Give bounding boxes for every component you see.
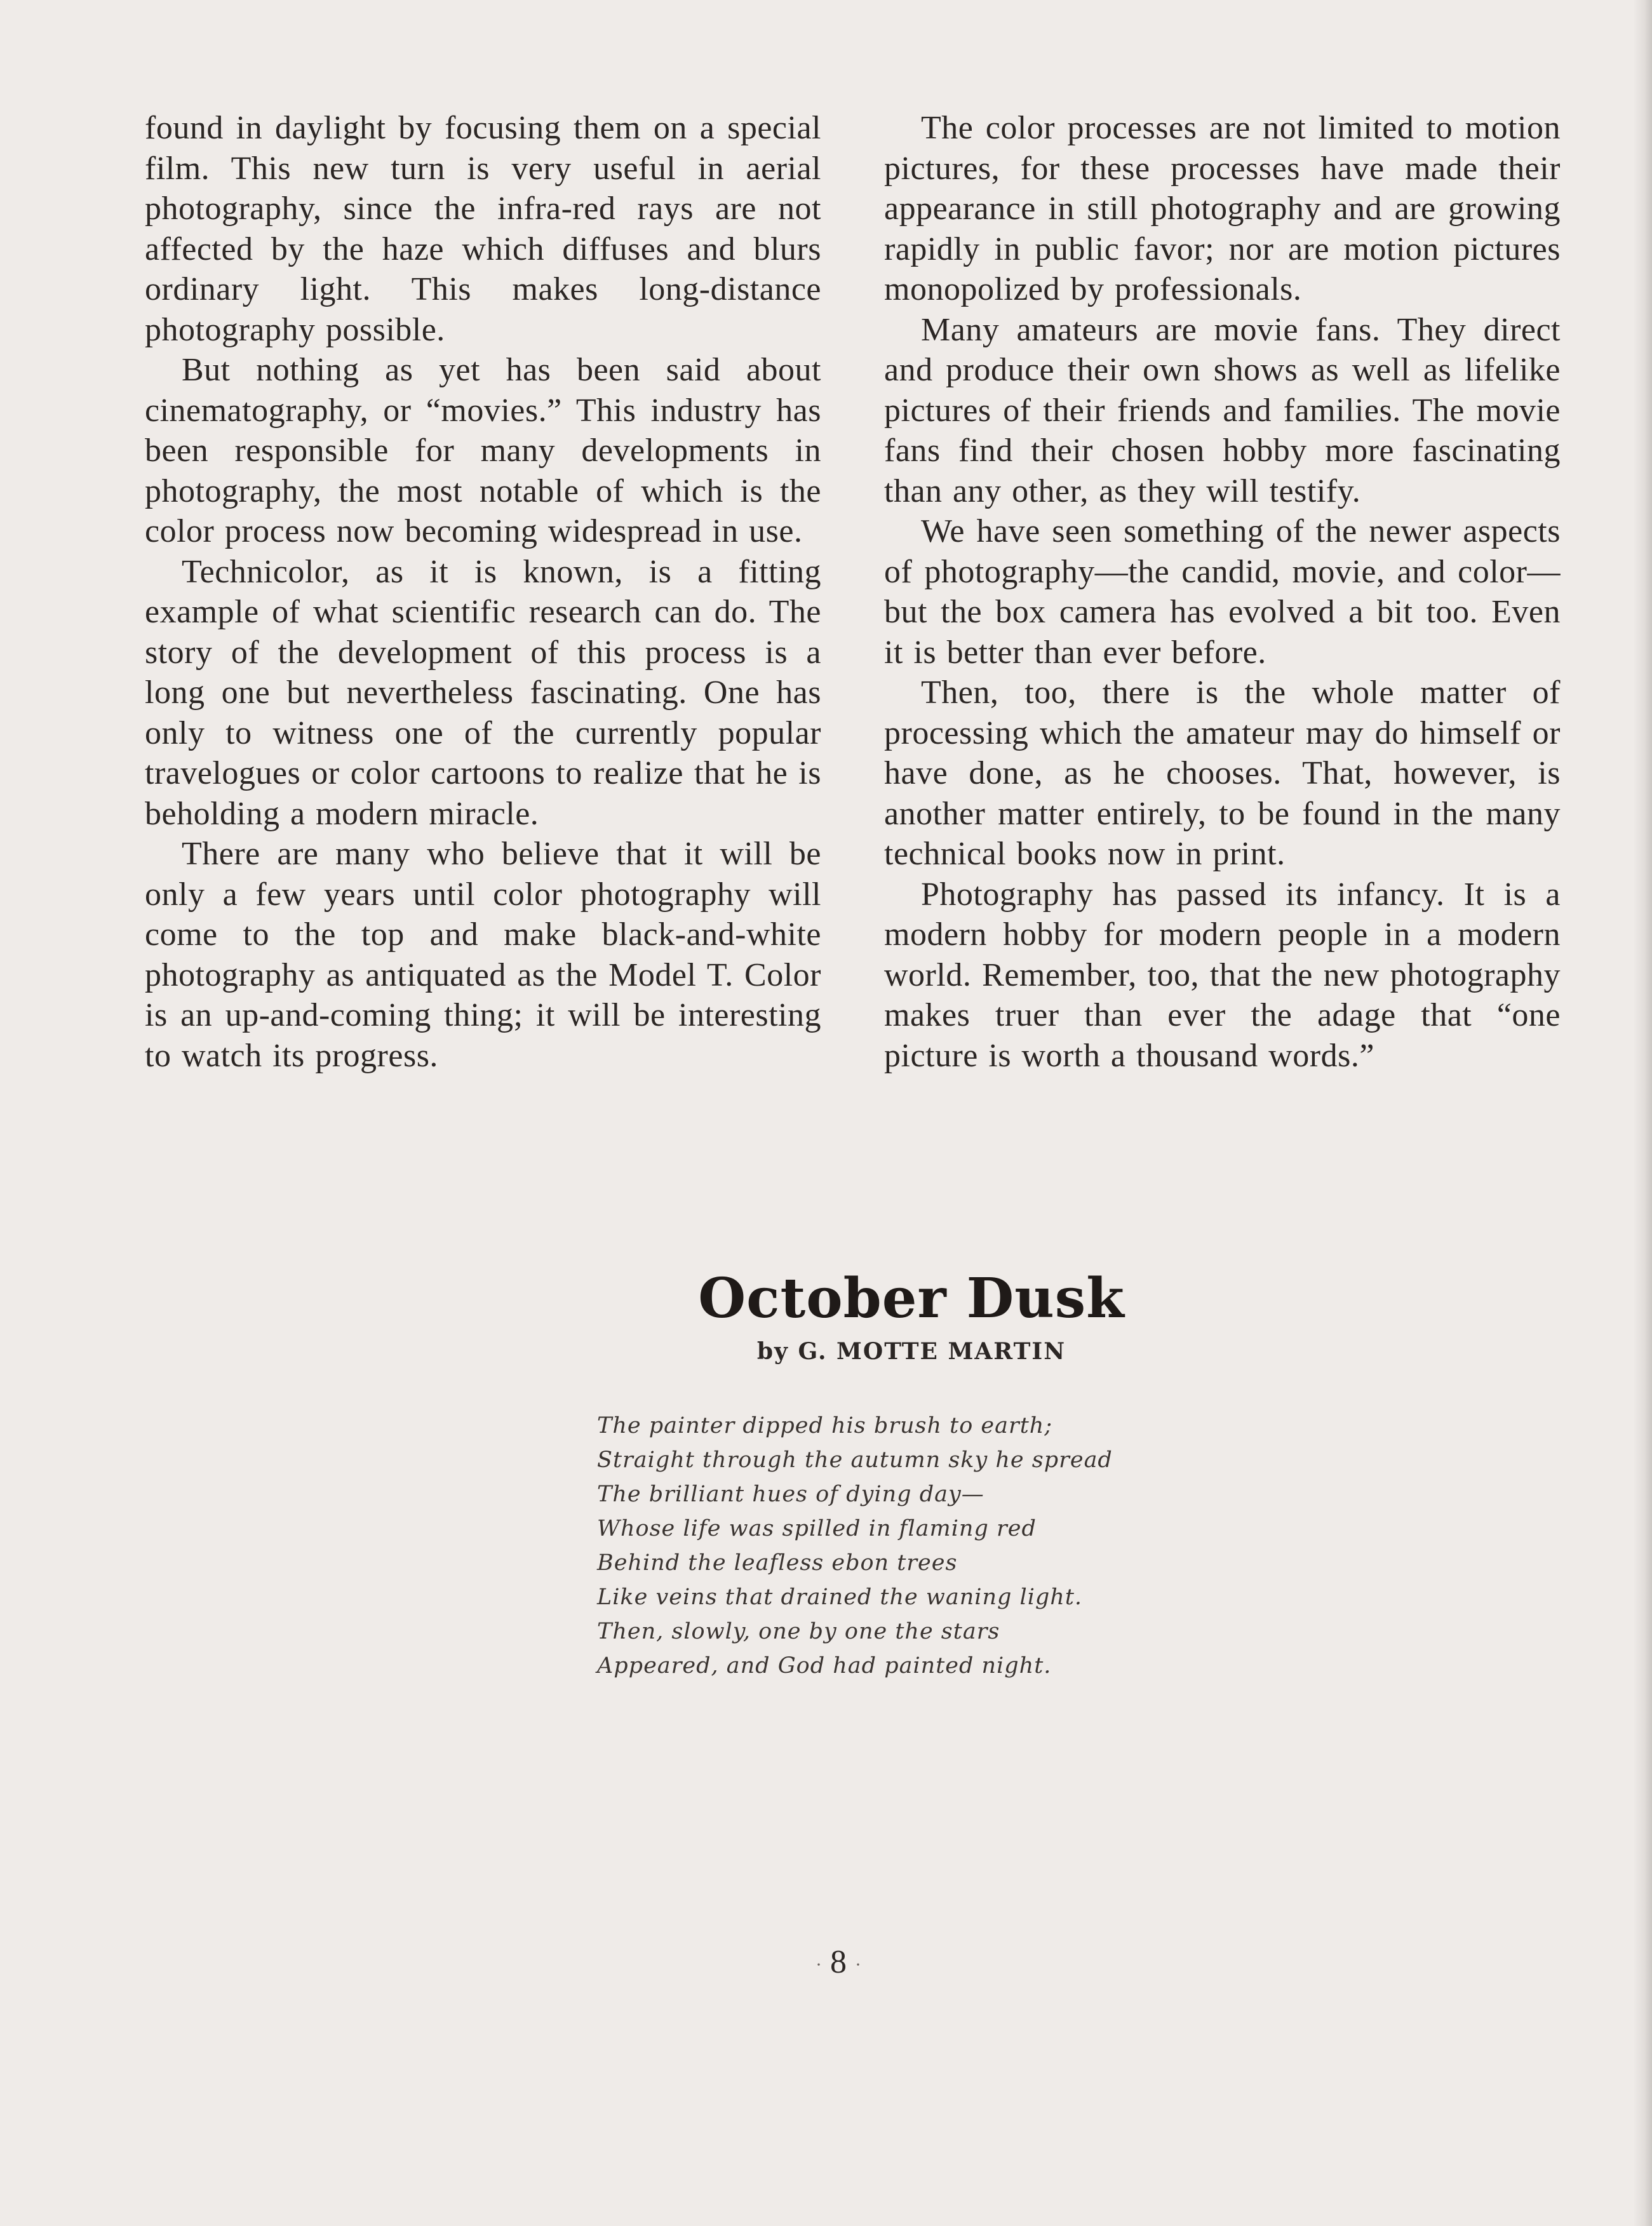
poem-byline: by G. MOTTE MARTIN: [756, 1338, 1066, 1365]
poem-block: [597, 1267, 1232, 1683]
article-paragraph: But nothing as yet has been said about cinematography, or “movies.” This industry has been responsible for many developments in photography, the most notable of which is the color process now becoming widespread in use.: [145, 352, 821, 549]
poem-line: Like veins that drained the waning light.: [597, 1585, 1083, 1610]
poem-line: Straight through the autumn sky he spread: [597, 1447, 1113, 1473]
article-paragraph: Many amateurs are movie fans. They direct and produce their own shows as well as lifelike pictures of their friends and families. The movie fans find their chosen hobby more fascinating than any other, as they will testify.: [884, 311, 1561, 509]
poem-line: The painter dipped his brush to earth;: [597, 1413, 1053, 1438]
poem-line: Whose life was spilled in flaming red: [597, 1516, 1037, 1541]
poem-line: The brilliant hues of dying day—: [597, 1482, 984, 1507]
page-number-left-dot: ·: [816, 1954, 822, 1976]
poem-line: Behind the leafless ebon trees: [597, 1550, 958, 1576]
article-paragraph: found in daylight by focusing them on a special film. This new turn is very useful in aerial photography, since the infra-red rays are not affected by the haze which diffuses and blurs ordinary light. This makes long-distance photography possible.: [145, 110, 821, 348]
article-paragraph: Technicolor, as it is known, is a fitting example of what scientific research can do. The story of the development of this process is a long one but nevertheless fascinating. One has only to witness one of the currently popular travelogues or color cartoons to realize that he is beholding a modern miracle.: [145, 553, 821, 832]
poem-line: Then, slowly, one by one the stars: [597, 1619, 1000, 1644]
poem-stanza: [597, 1409, 1232, 1683]
article-paragraph: We have seen something of the newer aspects of photography—the candid, movie, and color—but the box camera has evolved a bit too. Even it is better than ever before.: [884, 513, 1561, 671]
poem-line: Appeared, and God had painted night.: [597, 1653, 1052, 1679]
right-article-column: [884, 108, 1561, 1076]
page-number-value: 8: [830, 1944, 847, 1980]
poem-title: October Dusk: [698, 1266, 1125, 1331]
left-article-column: [145, 108, 821, 1076]
article-paragraph: The color processes are not limited to motion pictures, for these processes have made their appearance in still photography and are growing rapidly in public favor; nor are motion pictures monopolized by professionals.: [884, 110, 1561, 307]
page-edge-shadow: [1633, 0, 1652, 2226]
article-paragraph: Then, too, there is the whole matter of processing which the amateur may do himself or have done, as he chooses. That, however, is another matter entirely, to be found in the many technical books now in print.: [884, 674, 1561, 872]
article-paragraph: Photography has passed its infancy. It is a modern hobby for modern people in a modern world. Remember, too, that the new photography makes truer than ever the adage that “one picture is worth a thousand words.”: [884, 876, 1561, 1074]
page-number-right-dot: ·: [855, 1954, 861, 1976]
page-number: [794, 1943, 883, 1984]
article-paragraph: There are many who believe that it will be only a few years until color photography will come to the top and make black-and-white photography as antiquated as the Model T. Color is an up-and-coming thing; it will be interesting to watch its progress.: [145, 836, 821, 1074]
